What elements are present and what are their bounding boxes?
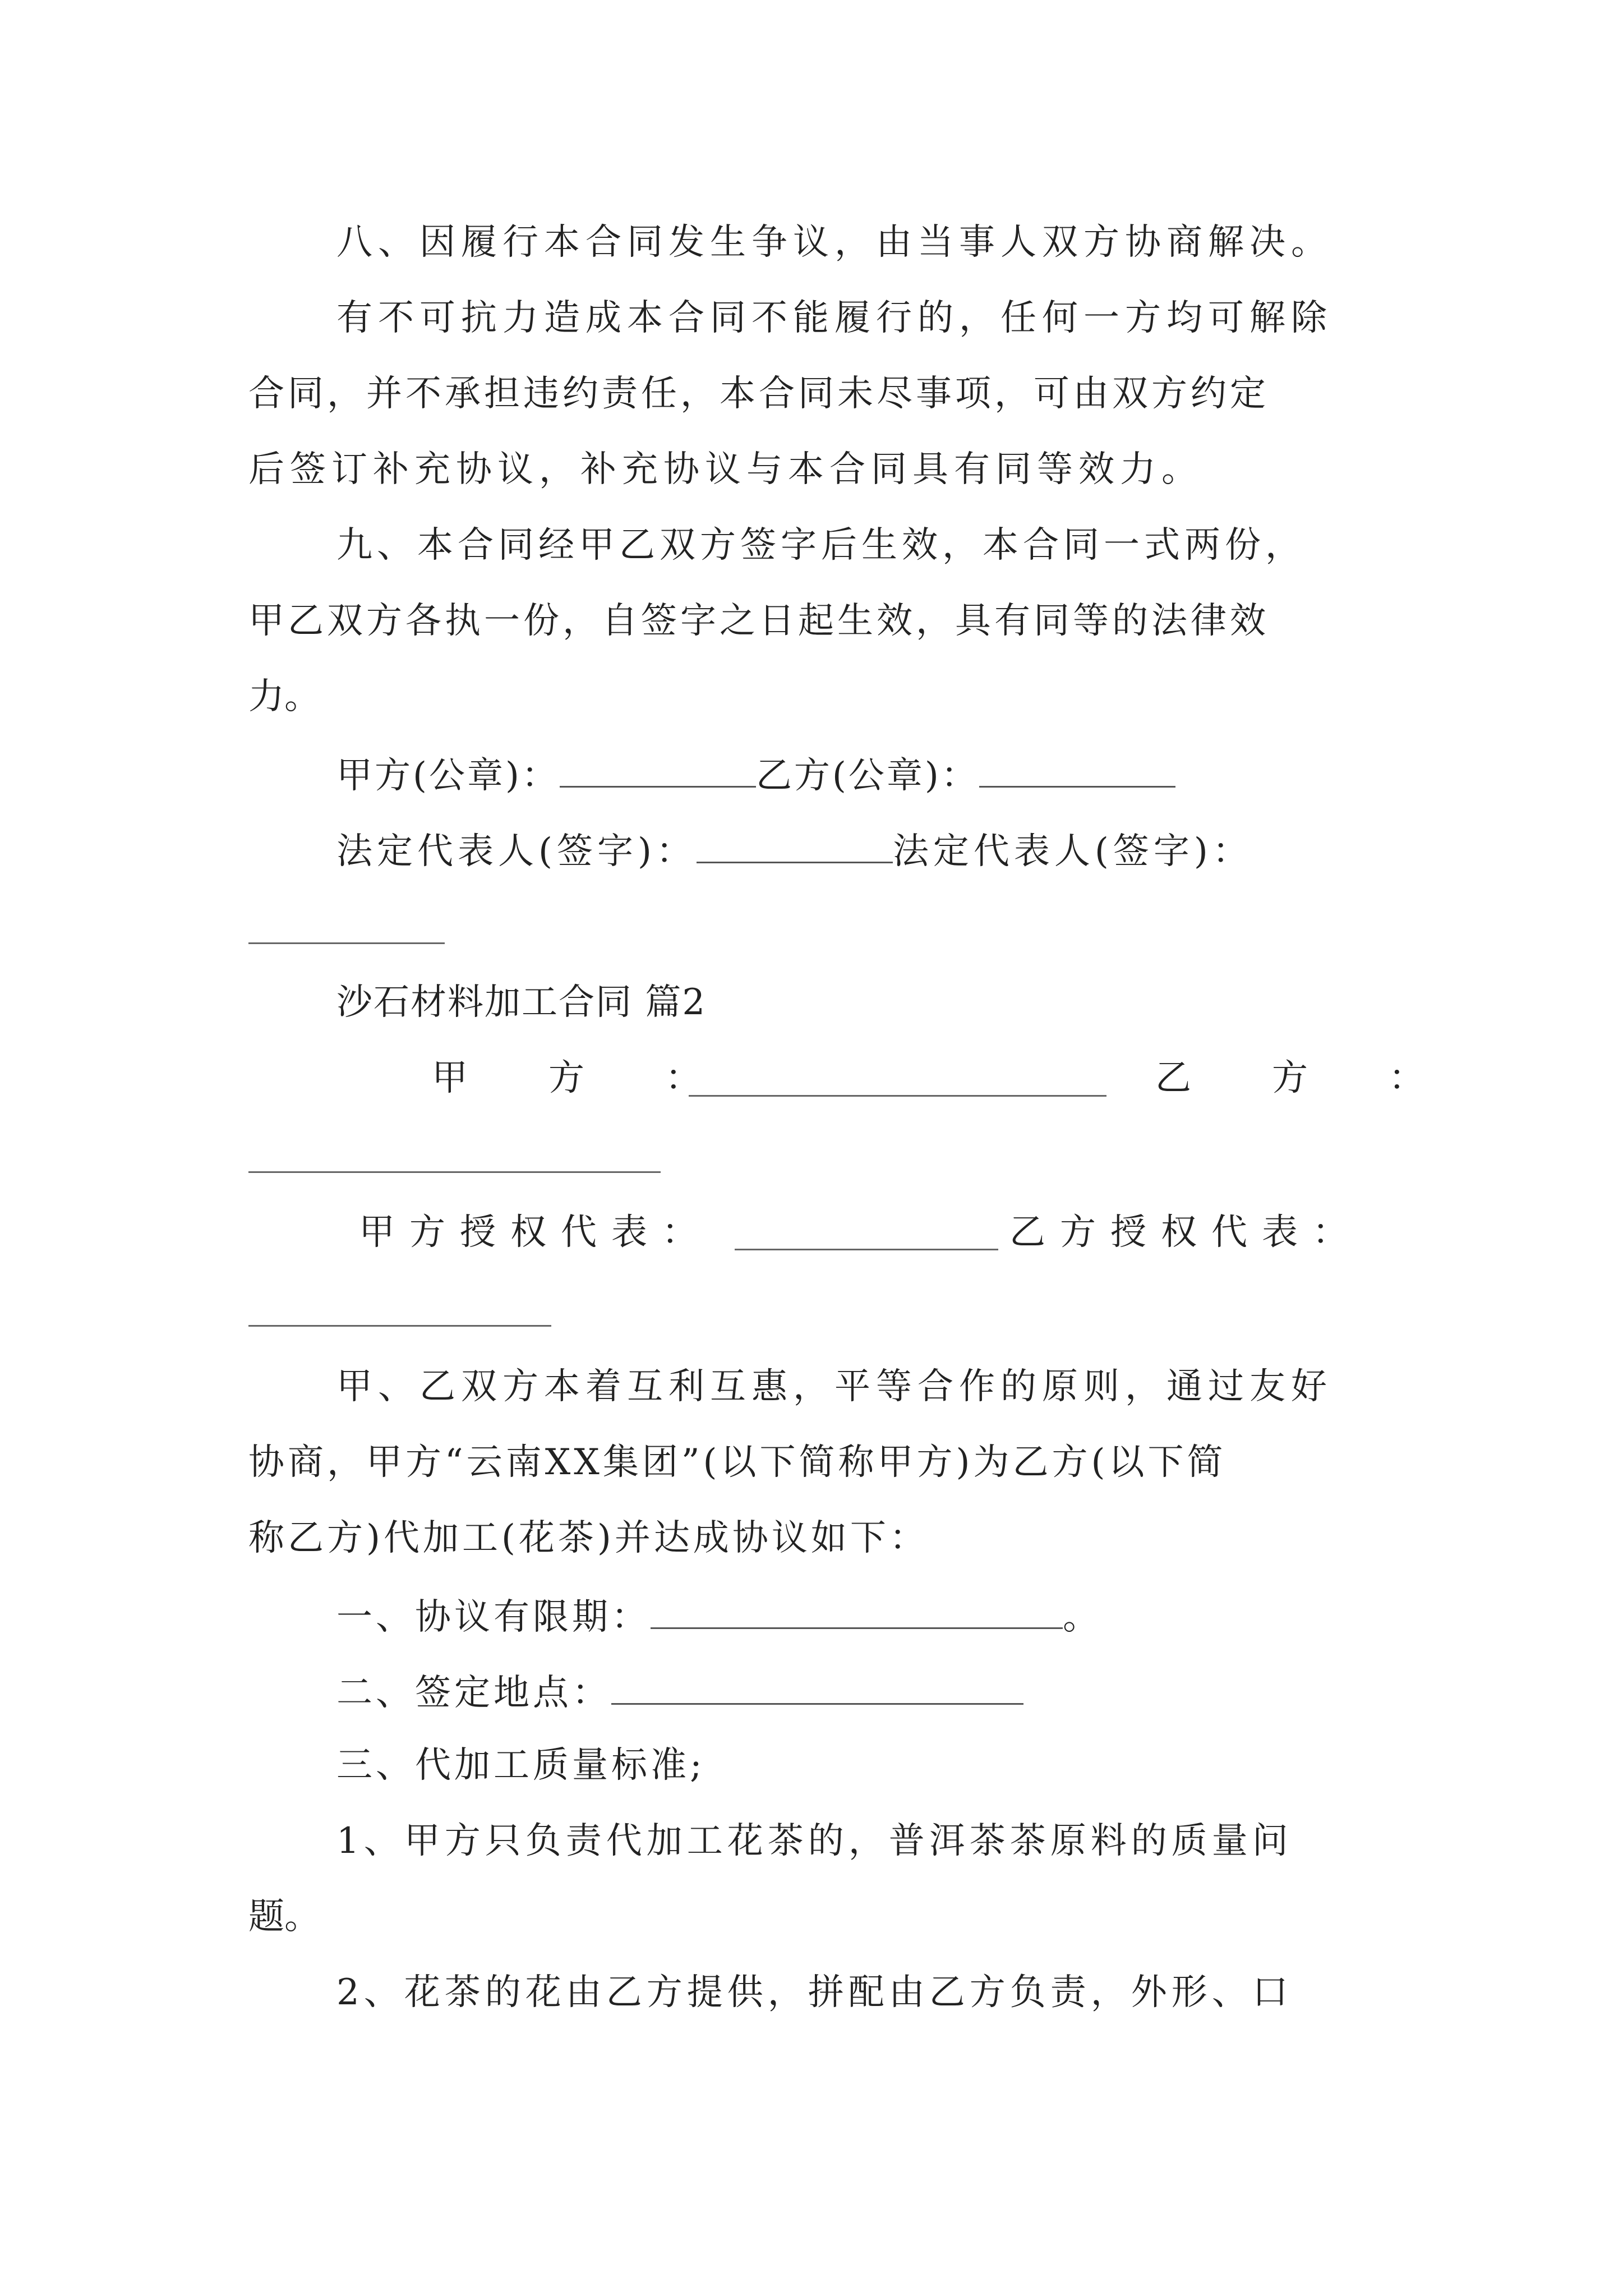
party-b-rep-label: 法定代表人(签字)： xyxy=(892,831,1253,872)
party-b-label: 乙 方 ： xyxy=(1155,1057,1447,1099)
party-a-rep-label: 法定代表人(签字)： xyxy=(336,831,697,872)
signing-place-blank[interactable] xyxy=(611,1667,1023,1705)
party-b-blank[interactable] xyxy=(248,1171,661,1173)
agreement-term-period: 。 xyxy=(1063,1596,1102,1638)
item-signing-place xyxy=(336,1667,1023,1712)
quality-item-1-cont: 题。 xyxy=(248,1896,320,1938)
paragraph-line: 有不可抗力造成本合同不能履行的，任何一方均可解除 xyxy=(336,297,1332,339)
representative-signature-line xyxy=(336,826,1253,871)
party-line xyxy=(432,1056,723,1101)
party-b-authorized-blank[interactable] xyxy=(248,1325,551,1327)
party-a-blank[interactable] xyxy=(689,1095,1106,1097)
party-a-label: 甲 方 ： xyxy=(432,1057,723,1099)
paragraph-line: 合同，并不承担违约责任，本合同未尽事项，可由双方约定 xyxy=(248,373,1269,415)
item-agreement-term xyxy=(336,1591,1102,1636)
party-a-seal-blank[interactable] xyxy=(560,750,756,788)
preamble-line: 甲、乙双方本着互利互惠，平等合作的原则，通过友好 xyxy=(336,1366,1332,1407)
clause-eight: 八、因履行本合同发生争议，由当事人双方协商解决。 xyxy=(336,222,1332,263)
section-heading: 沙石材料加工合同 篇2 xyxy=(336,982,707,1023)
party-b-authorized-label: 乙方授权代表： xyxy=(1009,1212,1363,1253)
party-b-rep-blank[interactable] xyxy=(248,942,445,944)
paragraph-line: 力。 xyxy=(248,676,320,717)
item-quality-standard: 三、代加工质量标准; xyxy=(336,1745,706,1786)
party-b-seal-label: 乙方(公章)： xyxy=(755,755,979,797)
party-b-seal-blank[interactable] xyxy=(979,750,1175,788)
authorized-rep-line xyxy=(359,1210,712,1255)
preamble-line: 协商，甲方“云南XX集团”(以下简称甲方)为乙方(以下简 xyxy=(248,1442,1227,1483)
party-a-rep-blank[interactable] xyxy=(697,826,893,863)
party-a-seal-label: 甲方(公章)： xyxy=(336,755,560,797)
agreement-term-blank[interactable] xyxy=(651,1591,1063,1629)
paragraph-line: 甲乙双方各执一份，自签字之日起生效，具有同等的法律效 xyxy=(248,600,1269,642)
preamble-line: 称乙方)代加工(花茶)并达成协议如下： xyxy=(248,1517,929,1559)
signature-seal-line xyxy=(336,750,1175,795)
agreement-term-label: 一、协议有限期： xyxy=(336,1596,651,1638)
party-a-authorized-label: 甲方授权代表： xyxy=(359,1212,712,1253)
clause-nine: 九、本合同经甲乙双方签字后生效，本合同一式两份， xyxy=(336,524,1306,566)
quality-item-2: 2、花茶的花由乙方提供，拼配由乙方负责，外形、口 xyxy=(336,1972,1293,2013)
party-a-authorized-blank[interactable] xyxy=(735,1249,998,1250)
quality-item-1: 1、甲方只负责代加工花茶的，普洱茶茶原料的质量问 xyxy=(336,1820,1293,1862)
signing-place-label: 二、签定地点： xyxy=(336,1672,611,1714)
paragraph-line: 后签订补充协议，补充协议与本合同具有同等效力。 xyxy=(248,449,1203,490)
